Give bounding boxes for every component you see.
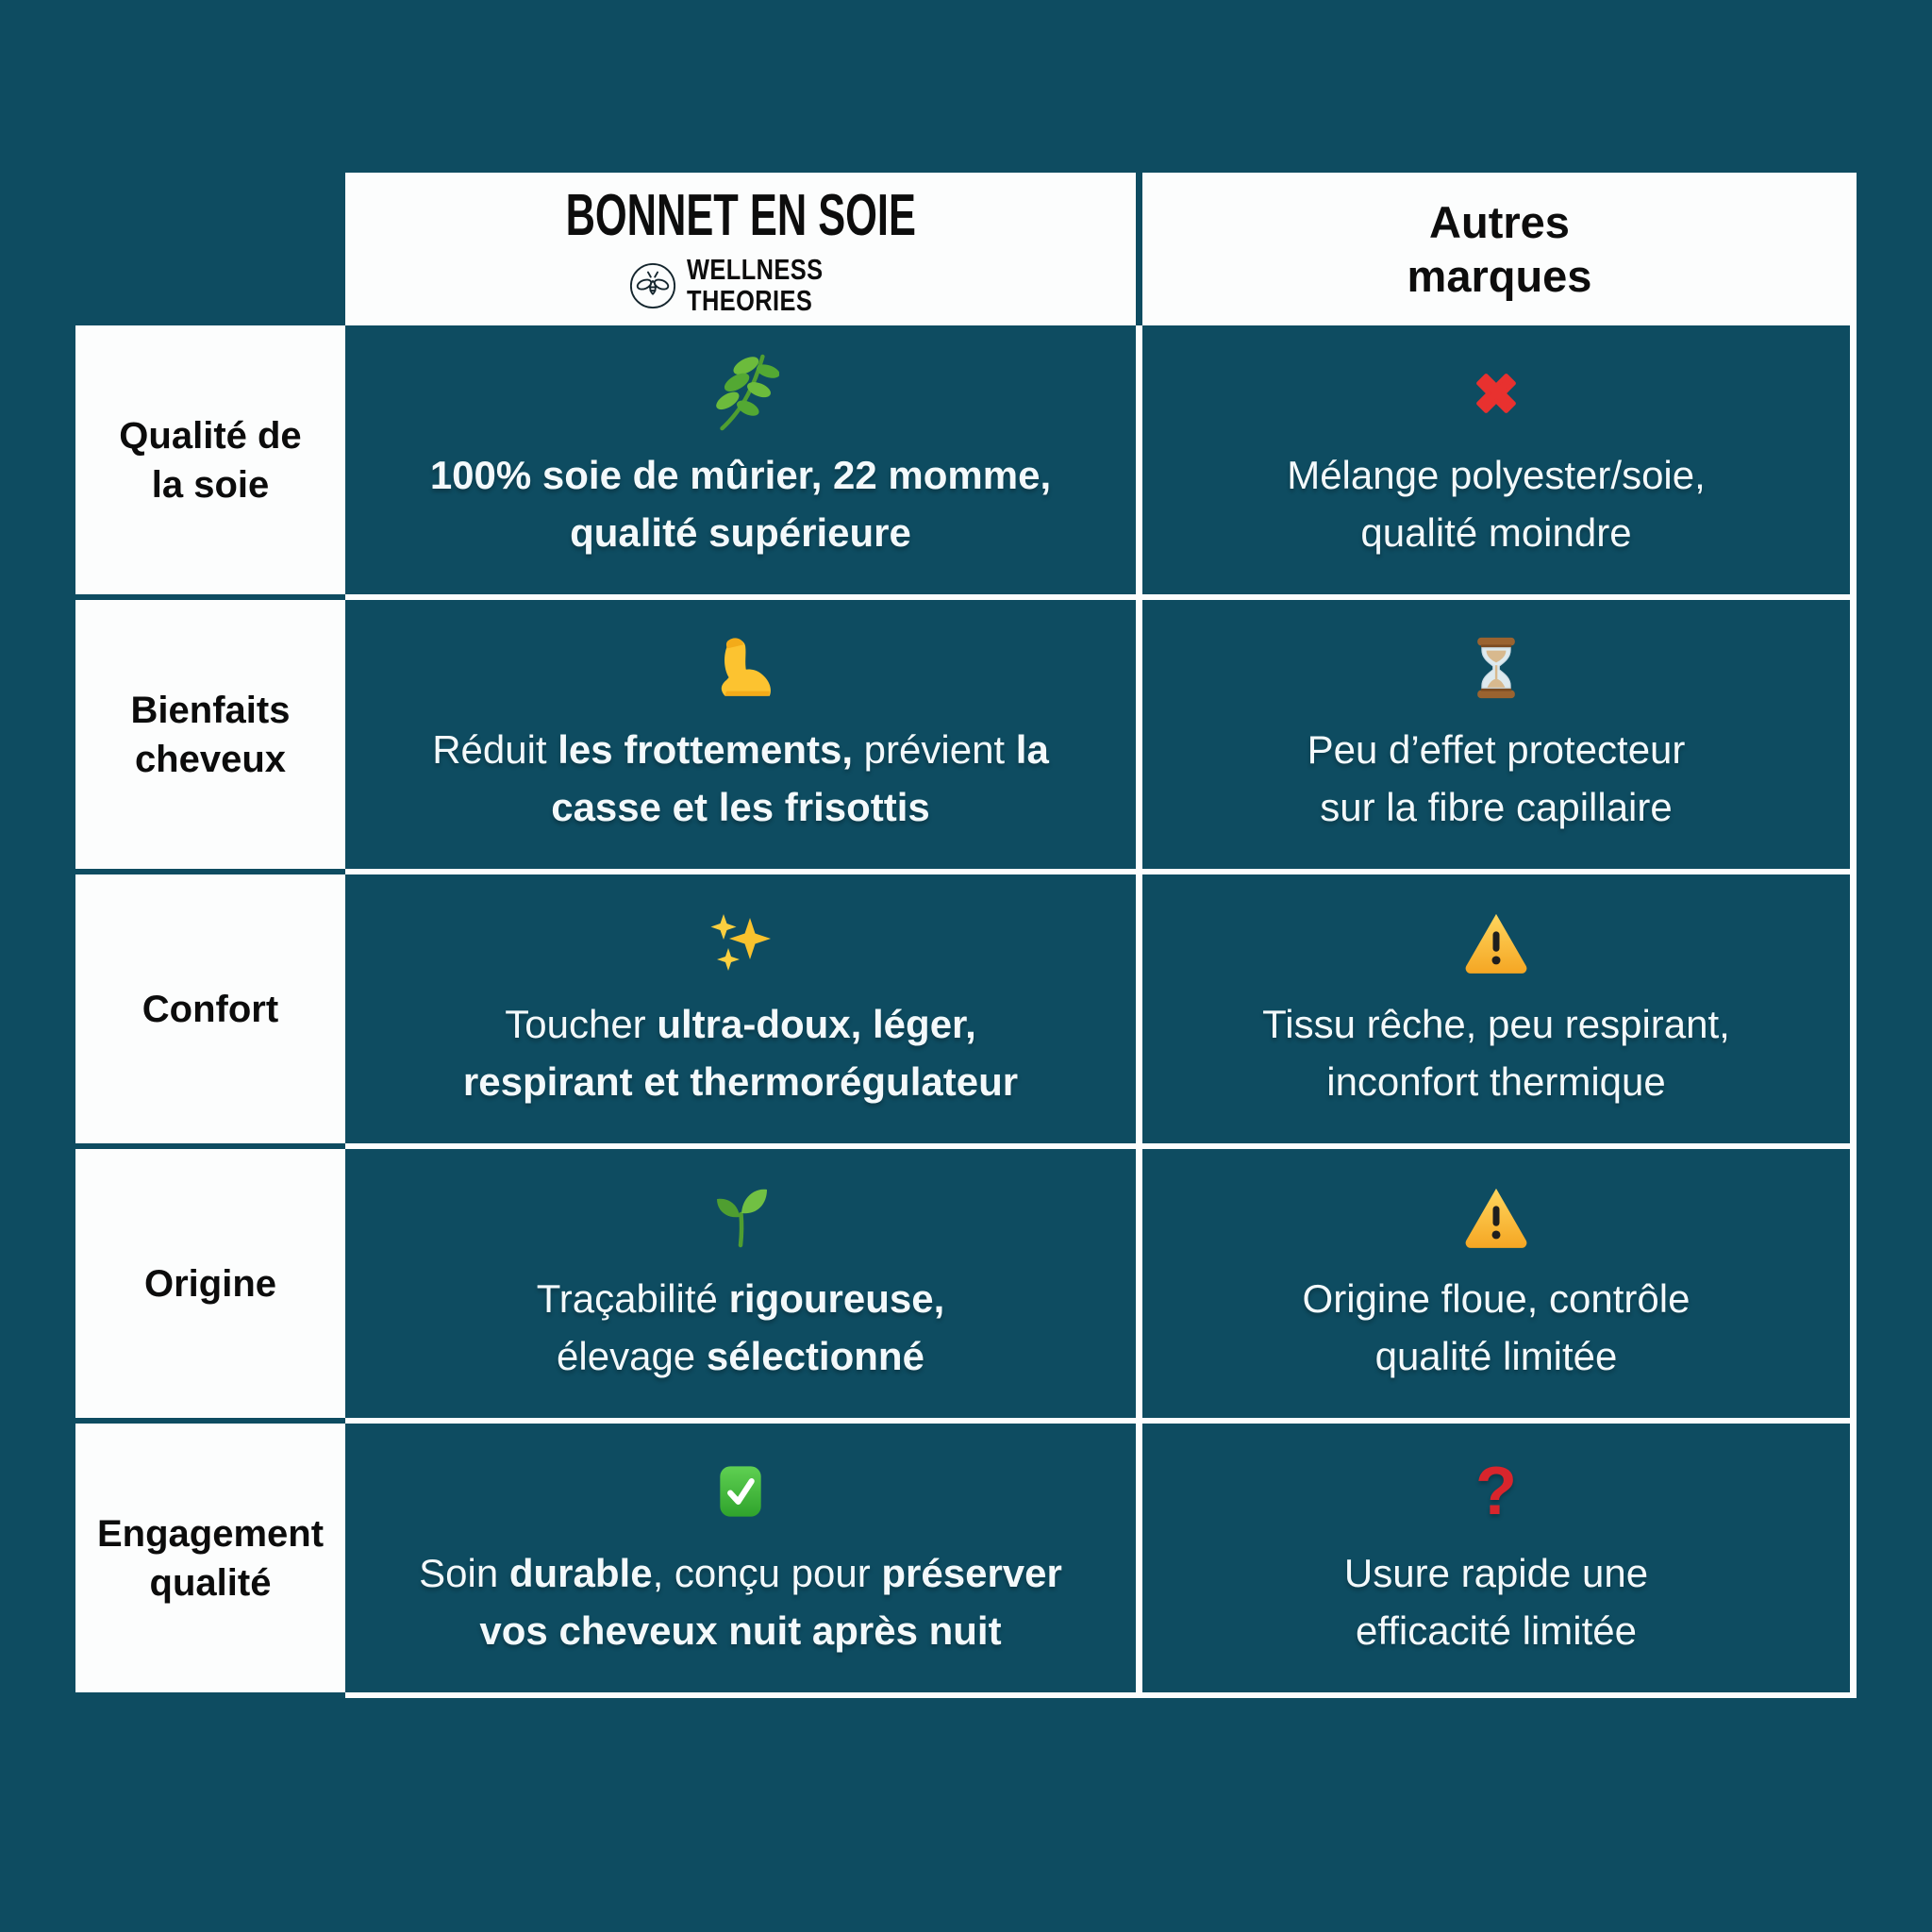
cell-text-line: 100% soie de mûrier, 22 momme,: [429, 452, 1052, 497]
brand-line1: WELLNESS: [686, 253, 824, 287]
cell-text-line: Peu d’effet protecteur: [1307, 726, 1686, 772]
competitor-title-line2: marques: [1407, 251, 1592, 301]
cell-text-line: Traçabilité rigoureuse,: [536, 1275, 945, 1321]
cell-text: [432, 722, 1049, 837]
cell-text-line: Tissu rêche, peu respirant,: [1262, 1001, 1730, 1046]
cell-text-line: casse et les frisottis: [551, 784, 930, 829]
sparkles-icon: [707, 902, 774, 983]
brand-wordmark: [687, 255, 824, 315]
cell-text-line: respirant et thermorégulateur: [462, 1058, 1019, 1104]
cell-text: [430, 447, 1051, 562]
cell-text-line: élevage sélectionné: [557, 1333, 924, 1378]
row-label: [75, 325, 345, 594]
check-mark-icon: [712, 1451, 769, 1532]
cell-text-line: Mélange polyester/soie,: [1287, 452, 1706, 497]
cell-text: [1262, 996, 1730, 1111]
cell-text-line: qualité limitée: [1374, 1333, 1618, 1378]
row-label: [75, 874, 345, 1143]
cell-text-line: qualité supérieure: [570, 509, 911, 555]
warning-icon: [1463, 1176, 1529, 1257]
hourglass-icon: [1464, 627, 1528, 708]
brand-line2: THEORIES: [686, 283, 813, 317]
product-title: BONNET EN SOIE: [565, 183, 916, 249]
cell-text-line: efficacité limitée: [1355, 1607, 1637, 1653]
flexed-biceps-icon: [706, 627, 775, 708]
competitor-title: [1407, 195, 1592, 304]
cell-text: [463, 996, 1018, 1111]
cell-text: [419, 1545, 1062, 1660]
herb-icon: [702, 353, 779, 434]
product-cell: [345, 874, 1136, 1143]
row-label-line: la soie: [151, 463, 270, 506]
cell-text-line: Toucher ultra-doux, léger,: [505, 1001, 976, 1046]
header-product-column: [345, 173, 1136, 325]
cell-text-line: vos cheveux nuit après nuit: [479, 1607, 1002, 1653]
row-label-line: Engagement: [96, 1512, 325, 1555]
row-label-line: qualité: [149, 1561, 272, 1604]
red-question-icon: ?: [1475, 1453, 1517, 1529]
cell-text: [1307, 722, 1686, 837]
row-label: [75, 1424, 345, 1692]
cell-text-line: Réduit les frottements, prévient la: [432, 726, 1049, 772]
cross-mark-icon: [1466, 353, 1526, 434]
warning-icon: [1463, 902, 1529, 983]
competitor-title-line1: Autres: [1429, 196, 1570, 247]
seedling-icon: [707, 1176, 774, 1257]
row-label-line: Origine: [143, 1262, 277, 1305]
cell-text: [537, 1271, 945, 1386]
cell-text: [1287, 447, 1706, 562]
competitor-cell: [1142, 325, 1850, 594]
comparison-grid: [345, 325, 1857, 1698]
cell-text: [1344, 1545, 1648, 1660]
competitor-cell: [1142, 1424, 1850, 1692]
row-label-line: Bienfaits: [130, 689, 291, 731]
product-cell: [345, 1424, 1136, 1692]
cell-text: [1303, 1271, 1690, 1386]
row-label-line: Qualité de: [119, 414, 302, 457]
cell-text-line: qualité moindre: [1360, 509, 1632, 555]
product-cell: [345, 325, 1136, 594]
competitor-cell: [1142, 874, 1850, 1143]
row-label-line: Confort: [142, 988, 279, 1030]
cell-text-line: sur la fibre capillaire: [1320, 784, 1673, 829]
brand-lockup: [628, 255, 853, 315]
row-label: [75, 1149, 345, 1418]
bee-logo-icon: [628, 261, 677, 310]
cell-text-line: Soin durable, conçu pour préserver: [419, 1550, 1062, 1595]
product-cell: [345, 600, 1136, 869]
row-label-line: cheveux: [134, 738, 287, 780]
competitor-cell: [1142, 1149, 1850, 1418]
cell-text-line: Origine floue, contrôle: [1302, 1275, 1690, 1321]
cell-text-line: Usure rapide une: [1343, 1550, 1649, 1595]
row-label: [75, 600, 345, 869]
product-cell: [345, 1149, 1136, 1418]
cell-text-line: inconfort thermique: [1326, 1058, 1666, 1104]
competitor-cell: [1142, 600, 1850, 869]
row-label-column: [75, 325, 345, 1692]
header-competitor-column: [1142, 173, 1857, 325]
